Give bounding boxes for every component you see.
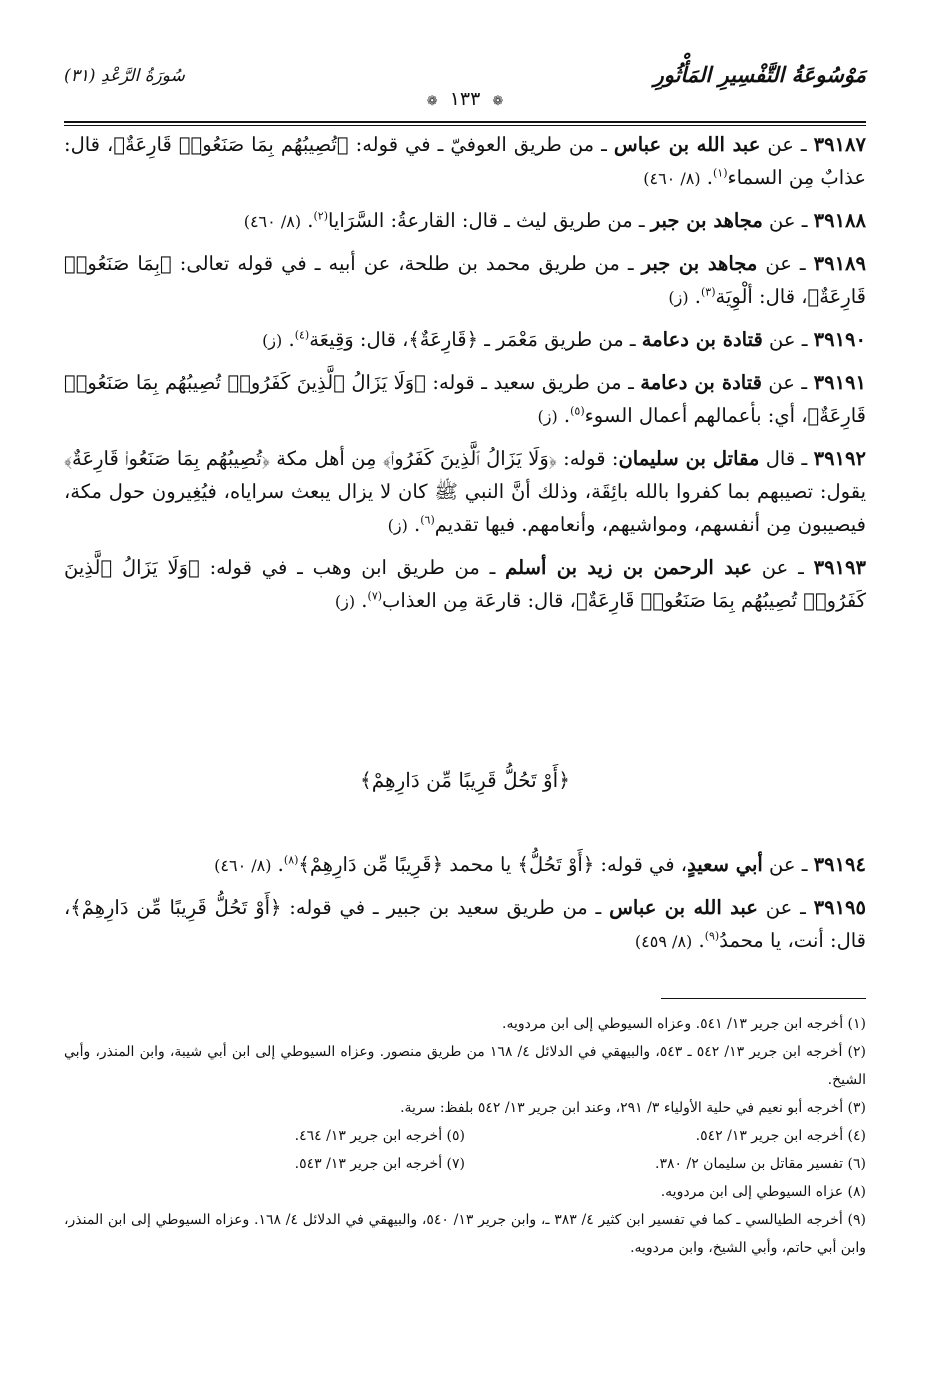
entry-number: ٣٩١٩٣ — [813, 556, 866, 579]
entry-punct: . — [688, 285, 701, 308]
volume-reference: (ز) — [387, 516, 408, 535]
narrator-name: مقاتل بن سليمان — [618, 447, 760, 470]
narrator-name: مجاهد بن جبر — [641, 252, 758, 275]
page-header — [64, 58, 866, 110]
volume-reference: (٨/ ٤٦٠) — [643, 169, 701, 188]
footnote-5: (٥) أخرجه ابن جرير ١٣/ ٤٦٤. — [294, 1128, 465, 1144]
footnote-9: (٩) أخرجه الطيالسي ـ كما في تفسير ابن كثير ٤/ ٣٨٣ ـ، وابن جرير ١٣/ ٥٤٠، والبيهقي في الدلائل ٤/ ١٦٨. وعزاه السيوطي إلى ابن المنذر، وابن أبي حاتم، وأبي الشيخ، وابن مردويه. — [64, 1212, 866, 1256]
footnote-6: (٦) تفسير مقاتل بن سليمان ٢/ ٣٨٠. — [655, 1156, 866, 1172]
ornament-icon: ❁ — [426, 94, 438, 109]
entry-text: ، في قوله: ﴿أَوْ تَحُلُّ﴾ يا محمد ﴿قَرِيبًا مِّن دَارِهِمْ﴾ — [298, 853, 688, 876]
entry-text: ـ من طريق محمد بن طلحة، عن أبيه ـ في قوله تعالى: ﴿بِمَا صَنَعُوا۟ قَارِعَةٌ﴾، قال: ألْوِيَة — [64, 252, 866, 308]
entry-connector: ـ عن — [752, 556, 814, 579]
entry-connector: ـ عن — [762, 209, 814, 232]
entry-connector: ـ عن — [757, 252, 814, 275]
narrator-name: مجاهد بن جبر — [650, 209, 763, 232]
entry-number: ٣٩١٩٤ — [813, 853, 866, 876]
entry-connector: ـ عن — [761, 371, 814, 394]
ornament-icon: ❁ — [492, 94, 504, 109]
narrations-list — [64, 128, 866, 627]
narration-entry — [64, 891, 866, 958]
footnote-marker[interactable]: (٨) — [283, 853, 299, 867]
header-rule — [64, 121, 866, 126]
footnote-2: (٢) أخرجه ابن جرير ١٣/ ٥٤٢ ـ ٥٤٣، والبيهقي في الدلائل ٤/ ١٦٨ من طريق منصور. وعزاه السيوطي إلى ابن أبي شيبة، وابن المنذر، وأبي الشيخ. — [64, 1044, 866, 1088]
entry-punct: . — [282, 328, 295, 351]
narrator-name: أبي سعيدٍ — [687, 853, 763, 876]
entry-text: ـ من طريق سعيد ـ قوله: ﴿وَلَا يَزَالُ ٱلَّذِينَ كَفَرُوا۟ تُصِيبُهُم بِمَا صَنَعُوا۟ قَارِعَةٌ﴾، أي: بأعمالهم أعمال السوء — [64, 371, 866, 427]
footnote-marker[interactable]: (٣) — [701, 285, 716, 299]
footnote-marker[interactable]: (٩) — [704, 929, 720, 943]
footnote-marker[interactable]: (٢) — [313, 209, 328, 223]
entry-punct: . — [692, 929, 705, 952]
footnotes — [64, 1010, 866, 1262]
narrations-list-2 — [64, 848, 866, 967]
entry-text: ـ من طريق سعيد بن جبير ـ في قوله: ﴿أَوْ تَحُلُّ قَرِيبًا مِّن دَارِهِمْ﴾، قال: أنت، يا محمدُ — [64, 896, 866, 952]
narration-entry — [64, 848, 866, 882]
narrator-name: قتادة بن دعامة — [640, 371, 762, 394]
narration-entry — [64, 366, 866, 433]
volume-reference: (ز) — [668, 288, 689, 307]
volume-reference: (٨/ ٤٦٠) — [214, 856, 272, 875]
narrator-name: عبد الله بن عباس — [613, 133, 761, 156]
entry-connector: ـ عن — [762, 328, 814, 351]
entry-punct: . — [407, 513, 421, 536]
entry-number: ٣٩١٨٧ — [813, 133, 866, 156]
narrator-name: عبد الرحمن بن زيد بن أسلم — [505, 556, 752, 579]
footnote-7: (٧) أخرجه ابن جرير ١٣/ ٥٤٣. — [294, 1156, 465, 1172]
entry-text: ـ من طريق العوفيّ ـ في قوله: ﴿تُصِيبُهُم بِمَا صَنَعُوا۟ قَارِعَةٌ﴾، قال: عذابٌ مِن السماء — [64, 133, 866, 189]
footnote-separator — [661, 998, 866, 999]
footnote-marker[interactable]: (٥) — [570, 404, 585, 418]
entry-number: ٣٩١٨٩ — [813, 252, 866, 275]
narration-entry — [64, 204, 866, 238]
page-number-block — [64, 88, 866, 110]
narration-entry — [64, 551, 866, 618]
entry-punct: . — [301, 209, 314, 232]
entry-number: ٣٩١٩٥ — [813, 896, 866, 919]
narrator-name: عبد الله بن عباس — [609, 896, 758, 919]
narration-entry — [64, 128, 866, 195]
entry-text: : قوله: ﴿وَلَا يَزَالُ ٱلَّذِينَ كَفَرُوا۟﴾ مِن أهل مكة ﴿تُصِيبُهُم بِمَا صَنَعُوا۟ قَارِعَةٌ﴾ يقول: تصيبهم بما كفروا بالله بائِقَة، وذلك أنَّ النبي ﷺ كان لا يزال يبعث سراياه، فيُغِيرون حول مكة، فيصيبون مِن أنفسهم، ومواشيهم، وأنعامهم. فيها تقديم — [64, 447, 866, 536]
footnote-row — [64, 1122, 866, 1150]
entry-text: ـ من طريق ابن وهب ـ في قوله: ﴿وَلَا يَزَالُ ٱلَّذِينَ كَفَرُوا۟ تُصِيبُهُم بِمَا صَنَعُوا۟ قَارِعَةٌ﴾، قال: قارعَة مِن العذاب — [64, 556, 866, 612]
footnote-marker[interactable]: (٧) — [367, 589, 383, 603]
footnote-marker[interactable]: (١) — [713, 166, 728, 180]
entry-text: ـ من طريق مَعْمَر ـ ﴿قَارِعَةٌ﴾، قال: وَقِيعَة — [309, 328, 642, 351]
page-number: ١٣٣ — [449, 88, 481, 110]
volume-reference: (ز) — [262, 331, 283, 350]
entry-connector: ـ عن — [760, 133, 814, 156]
entry-punct: . — [557, 404, 571, 427]
volume-reference: (ز) — [334, 592, 356, 611]
entry-number: ٣٩١٨٨ — [813, 209, 866, 232]
footnote-1: (١) أخرجه ابن جرير ١٣/ ٥٤١. وعزاه السيوطي إلى ابن مردويه. — [502, 1016, 866, 1032]
entry-number: ٣٩١٩١ — [813, 371, 866, 394]
narration-entry — [64, 247, 866, 314]
entry-punct: . — [355, 589, 368, 612]
surah-title: سُورَةُ الرَّعْدِ (٣١) — [64, 66, 185, 86]
entry-punct: . — [700, 166, 713, 189]
entry-number: ٣٩١٩٢ — [813, 447, 866, 470]
footnote-marker[interactable]: (٦) — [420, 513, 435, 527]
entry-text: ـ من طريق ليث ـ قال: القارعةُ: السَّرَايا — [327, 209, 651, 232]
book-title: مَوْسُوعَةُ التَّفْسِيرِ المَأْثُورِ — [653, 62, 866, 87]
verse-heading: ﴿أَوْ تَحُلُّ قَرِيبًا مِّن دَارِهِمْ﴾ — [360, 768, 570, 792]
entry-connector: ـ قال — [759, 447, 814, 470]
entry-connector: ـ عن — [762, 853, 814, 876]
volume-reference: (٨/ ٤٦٠) — [243, 212, 302, 231]
footnote-3: (٣) أخرجه أبو نعيم في حلية الأولياء ٣/ ٢٩١، وعند ابن جرير ١٣/ ٥٤٢ بلفظ: سرية. — [400, 1100, 866, 1116]
entry-number: ٣٩١٩٠ — [813, 328, 866, 351]
footnote-row — [64, 1150, 866, 1178]
entry-punct: . — [271, 853, 284, 876]
footnote-8: (٨) عزاه السيوطي إلى ابن مردويه. — [660, 1184, 866, 1200]
narration-entry — [64, 323, 866, 357]
volume-reference: (٨/ ٤٥٩) — [634, 932, 693, 951]
volume-reference: (ز) — [537, 407, 558, 426]
footnote-4: (٤) أخرجه ابن جرير ١٣/ ٥٤٢. — [695, 1128, 866, 1144]
entry-connector: ـ عن — [757, 896, 814, 919]
narrator-name: قتادة بن دعامة — [641, 328, 763, 351]
narration-entry — [64, 442, 866, 542]
footnote-marker[interactable]: (٤) — [294, 328, 310, 342]
